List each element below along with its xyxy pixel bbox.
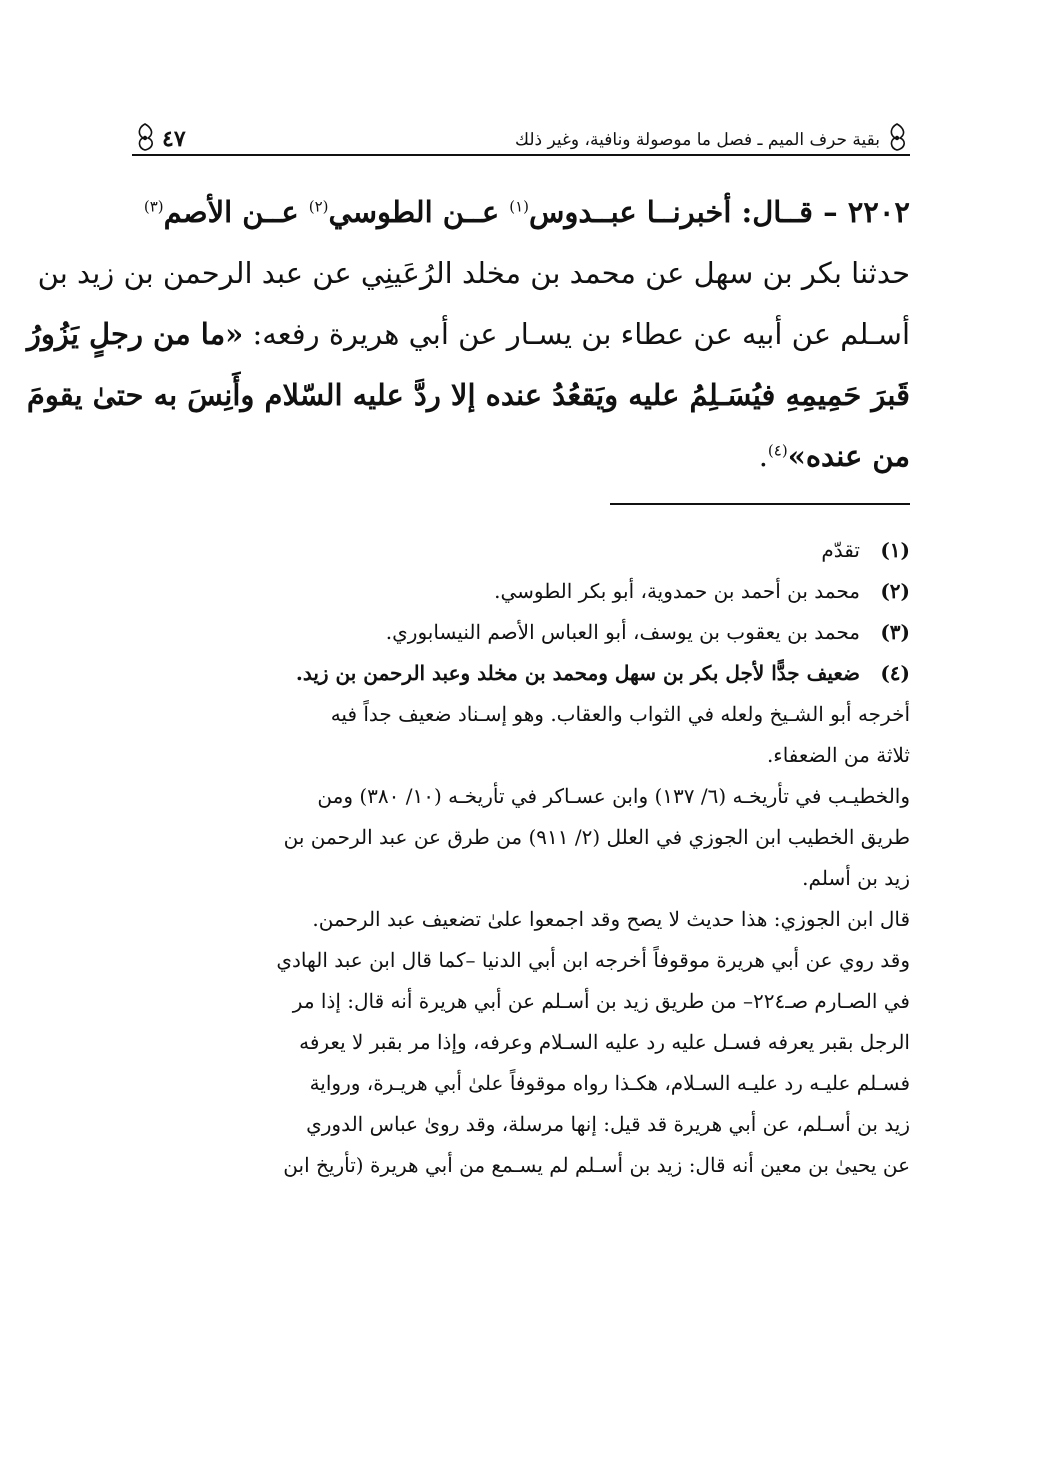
footnote-ref[interactable]: (٢)	[308, 197, 329, 216]
page-number: ٤٧	[162, 126, 186, 152]
hadith-line	[132, 426, 910, 487]
matn-text: «ما من رجلٍ يَزُورُ	[26, 317, 244, 351]
footnote-continuation-line: والخطيـب في تأريخـه (٦/ ١٣٧) وابن عسـاكر في تأريخـه (١٠/ ٣٨٠) ومن	[317, 784, 910, 808]
footnote-continuation-line: أخرجه أبو الشـيخ ولعله في الثواب والعقاب. وهو إسـناد ضعيف جداً فيه	[330, 702, 910, 726]
ornament-icon	[884, 122, 910, 152]
isnad-text: – قــال: أخبرنــا عبــدوس	[529, 195, 848, 229]
header-rule	[132, 154, 910, 156]
footnote-marker: (٣)	[880, 620, 910, 644]
footnote-text: محمد بن يعقوب بن يوسف، أبو العباس الأصم النيسابوري.	[385, 620, 860, 644]
footnote-text: محمد بن أحمد بن حمدوية، أبو بكر الطوسي.	[494, 579, 860, 603]
footnote-text: ضعيف جدًّا لأجل بكر بن سهل ومحمد بن مخلد وعبد الرحمن بن زيد.	[295, 661, 860, 685]
isnad-text: عــن الطوسي	[328, 195, 510, 229]
footnote-marker: (٢)	[880, 579, 910, 603]
footnote-item	[132, 530, 910, 571]
footnote-ref[interactable]: (٤)	[767, 441, 788, 460]
footnote-marker: (١)	[880, 538, 910, 562]
hadith-text	[26, 182, 910, 487]
footnote-continuation-line: الرجل بقبر يعرفه فسـل عليه رد عليه السـلام وعرفه، وإذا مر بقبر لا يعرفه	[299, 1030, 910, 1054]
hadith-line	[132, 182, 910, 243]
footnote-text: تقدّم	[821, 538, 860, 562]
footnotes	[132, 530, 910, 1186]
footnote-continuation-line: فسـلم عليـه رد عليـه السـلام، هكـذا رواه موقوفاً علىٰ أبي هريـرة، ورواية	[309, 1071, 910, 1095]
footnote-item	[132, 612, 910, 653]
footnote-ref[interactable]: (٣)	[143, 197, 164, 216]
footnote-continuation-line: قال ابن الجوزي: هذا حديث لا يصح وقد اجمعوا علىٰ تضعيف عبد الرحمن.	[312, 907, 910, 931]
footnote-marker: (٤)	[880, 661, 910, 685]
matn-text: من عنده»	[787, 439, 910, 473]
hadith-number: ٢٢٠٢	[847, 195, 910, 229]
footnote-item	[132, 653, 910, 694]
footnote-continuation-line: ثلاثة من الضعفاء.	[766, 743, 910, 767]
footnote-continuation-line: وقد روي عن أبي هريرة موقوفاً أخرجه ابن أبي الدنيا –كما قال ابن عبد الهادي	[276, 948, 910, 972]
hadith-line	[26, 304, 910, 365]
footnote-continuation-line: زيد بن أسـلم، عن أبي هريرة قد قيل: إنها مرسلة، وقد روىٰ عباس الدوري	[306, 1112, 910, 1136]
footnote-separator	[610, 503, 910, 505]
ornament-icon	[132, 122, 158, 152]
isnad-text: عــن الأصم	[163, 195, 309, 229]
footnote-item	[132, 571, 910, 612]
period: .	[758, 439, 768, 473]
footnote-ref[interactable]: (١)	[509, 197, 530, 216]
isnad-text: أسـلم عن أبيه عن عطاء بن يسـار عن أبي هريرة رفعه:	[243, 317, 910, 351]
hadith-line: حدثنا بكر بن سهل عن محمد بن مخلد الرُعَينِي عن عبد الرحمن بن زيد بن	[37, 256, 910, 290]
matn-line: قَبرَ حَمِيمِهِ فيُسَـلِمُ عليه ويَقعُدُ عنده إلا ردَّ عليه السّلام وأَنِسَ به حتىٰ يقومَ	[26, 378, 910, 412]
footnote-continuation-line: عن يحيىٰ بن معين أنه قال: زيد بن أسـلم لم يسـمع من أبي هريرة (تأريخ ابن	[283, 1153, 910, 1177]
footnote-continuation-line: زيد بن أسلم.	[802, 866, 910, 890]
header-title: بقية حرف الميم ـ فصل ما موصولة ونافية، وغير ذلك	[515, 130, 880, 150]
footnote-continuation-line: طريق الخطيب ابن الجوزي في العلل (٢/ ٩١١) من طرق عن عبد الرحمن بن	[283, 825, 910, 849]
footnote-continuation-line: في الصـارم صـ٢٢٤– من طريق زيد بن أسـلم عن أبي هريرة أنه قال: إذا مر	[292, 989, 910, 1013]
running-header	[132, 116, 910, 160]
